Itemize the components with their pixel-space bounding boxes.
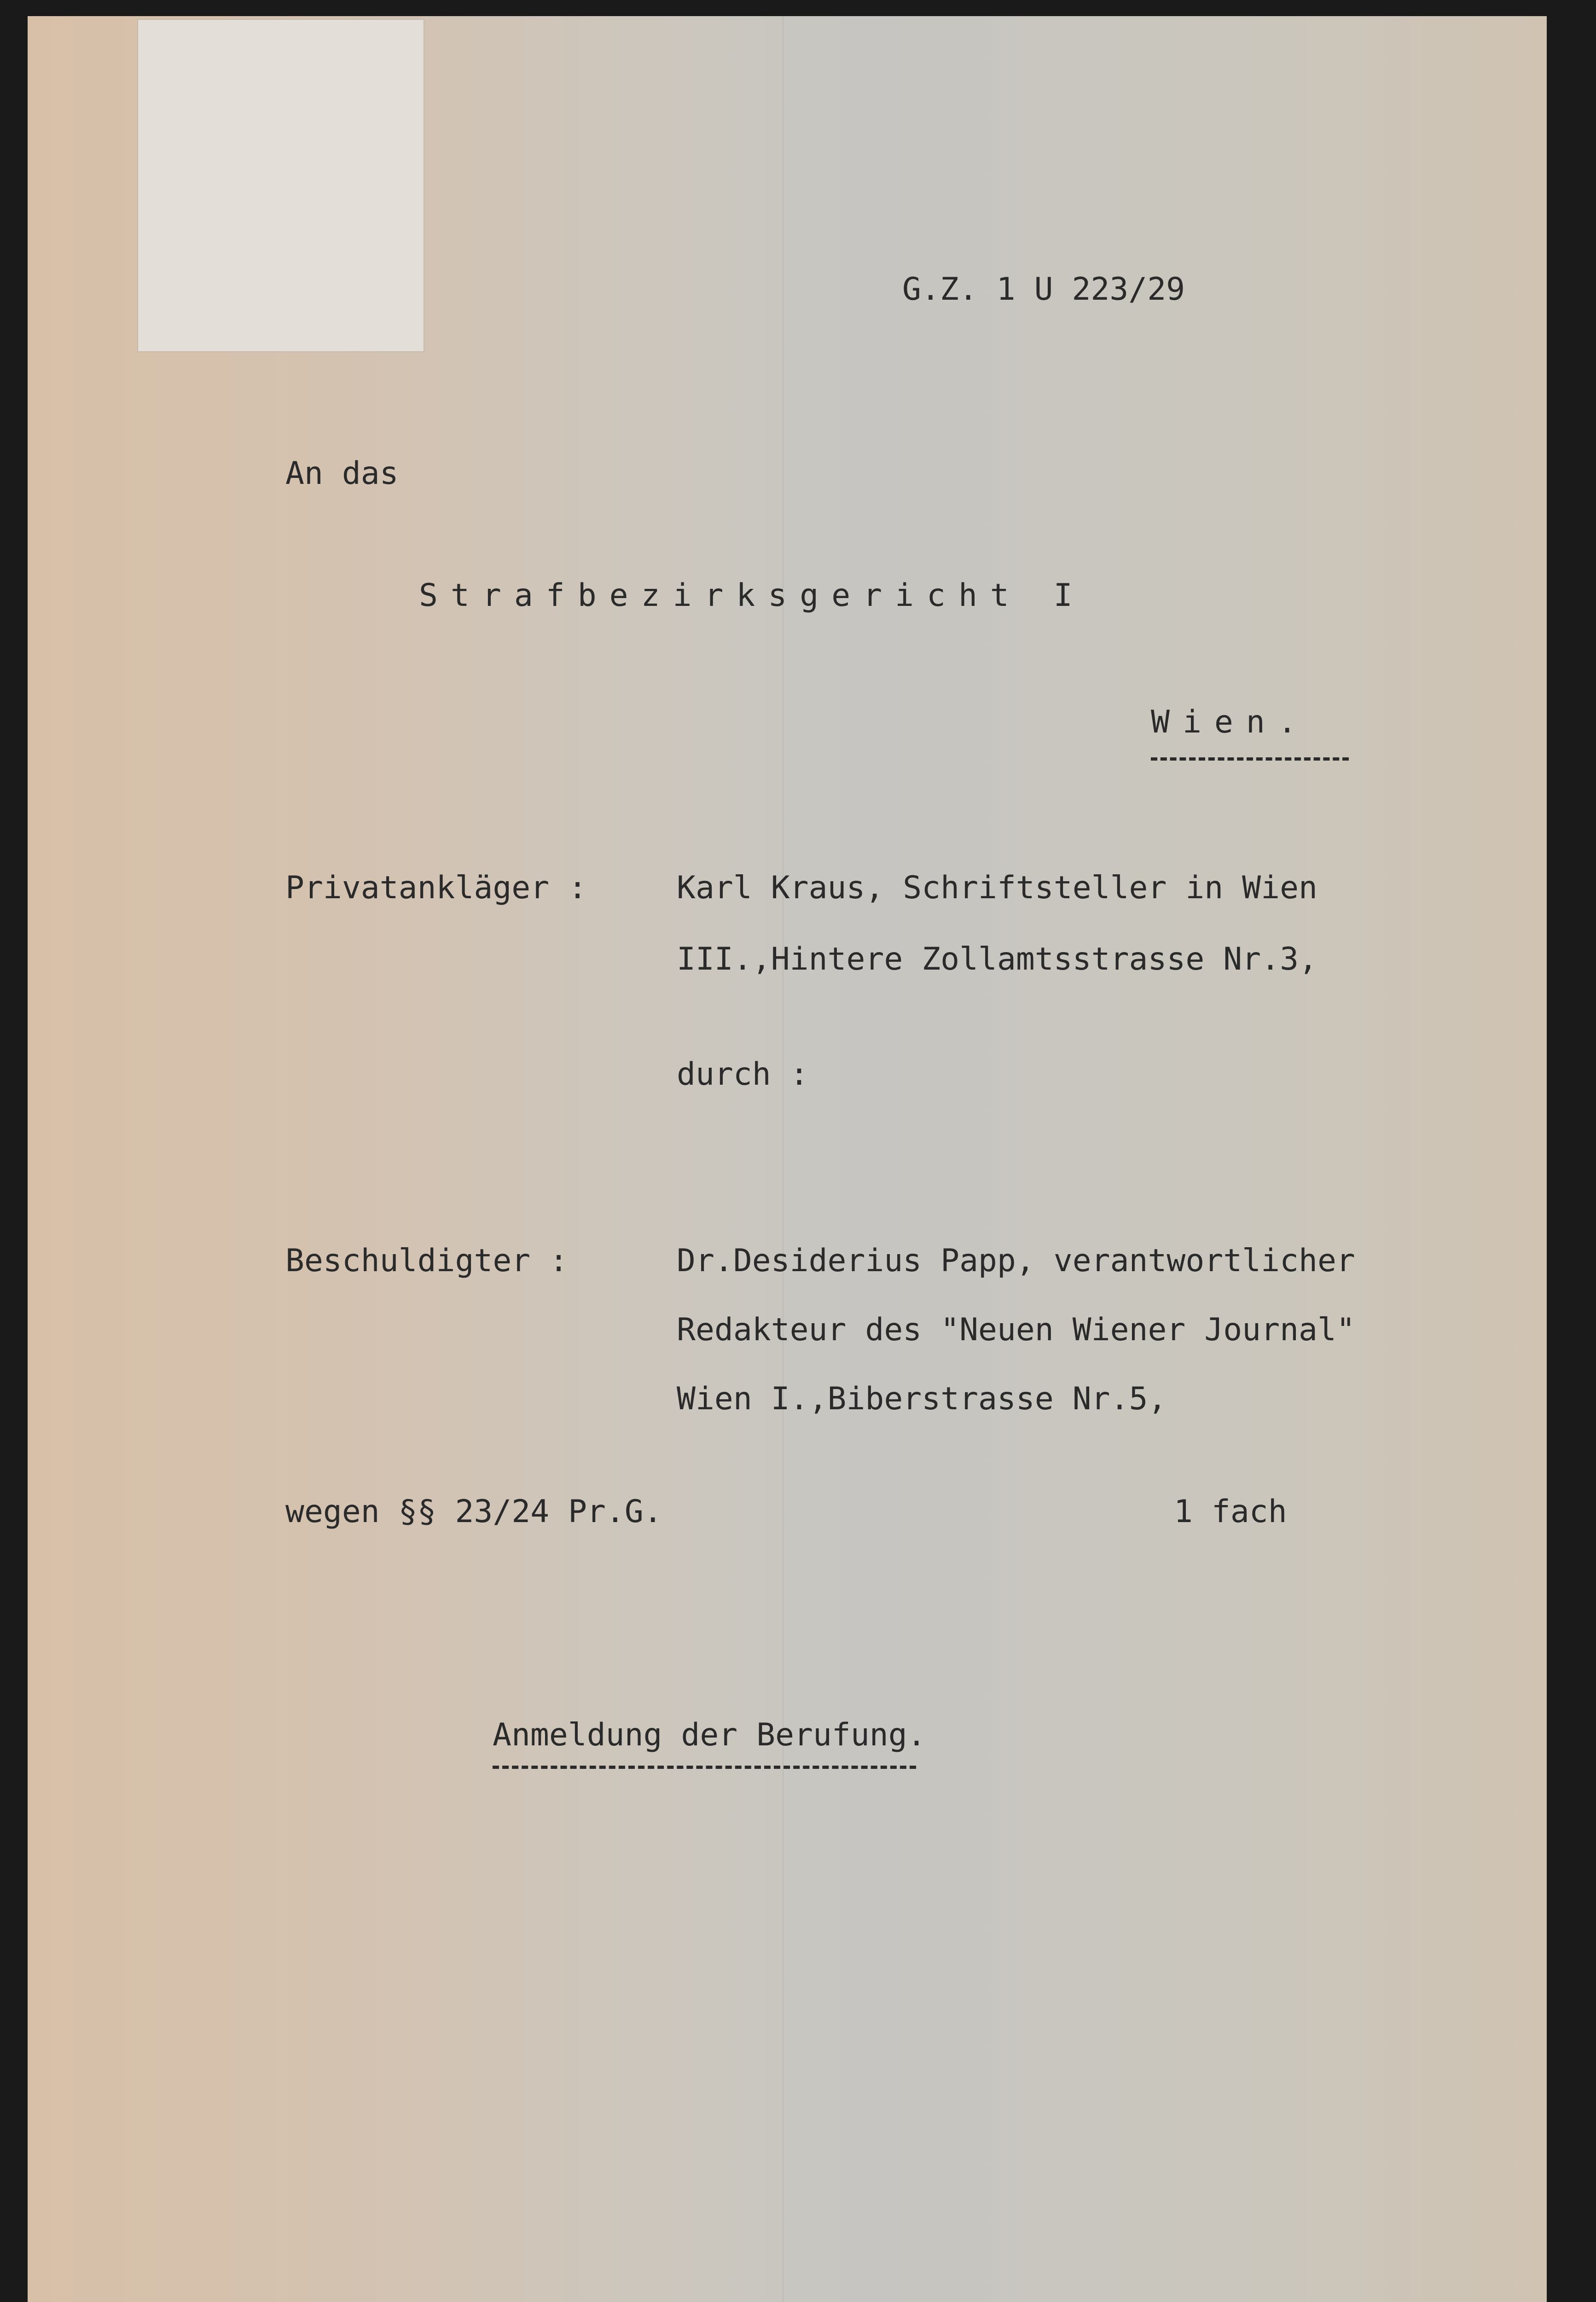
plaintiff-representation: durch : xyxy=(677,1056,809,1093)
plaintiff-line-2: III.,Hintere Zollamtsstrasse Nr.3, xyxy=(677,941,1317,977)
city-underline xyxy=(1151,757,1349,761)
plaintiff-label: Privatankläger : xyxy=(285,870,587,906)
defendant-label: Beschuldigter : xyxy=(285,1243,569,1279)
copies-count: 1 fach xyxy=(1174,1494,1287,1530)
attached-paper-slip xyxy=(138,20,424,351)
city: Wien. xyxy=(1151,704,1310,740)
subject-underline xyxy=(493,1766,916,1769)
charge: wegen §§ 23/24 Pr.G. xyxy=(285,1494,662,1530)
court-name: Strafbezirksgericht I xyxy=(419,577,1085,614)
salutation: An das xyxy=(285,455,399,492)
subject-title: Anmeldung der Berufung. xyxy=(493,1717,926,1753)
reference-number: G.Z. 1 U 223/29 xyxy=(902,271,1185,308)
defendant-line-1: Dr.Desiderius Papp, verantwortlicher xyxy=(677,1243,1355,1279)
plaintiff-line-1: Karl Kraus, Schriftsteller in Wien xyxy=(677,870,1317,906)
defendant-line-2: Redakteur des "Neuen Wiener Journal" xyxy=(677,1312,1355,1348)
defendant-line-3: Wien I.,Biberstrasse Nr.5, xyxy=(677,1381,1167,1417)
document-sheet xyxy=(28,16,1547,2302)
